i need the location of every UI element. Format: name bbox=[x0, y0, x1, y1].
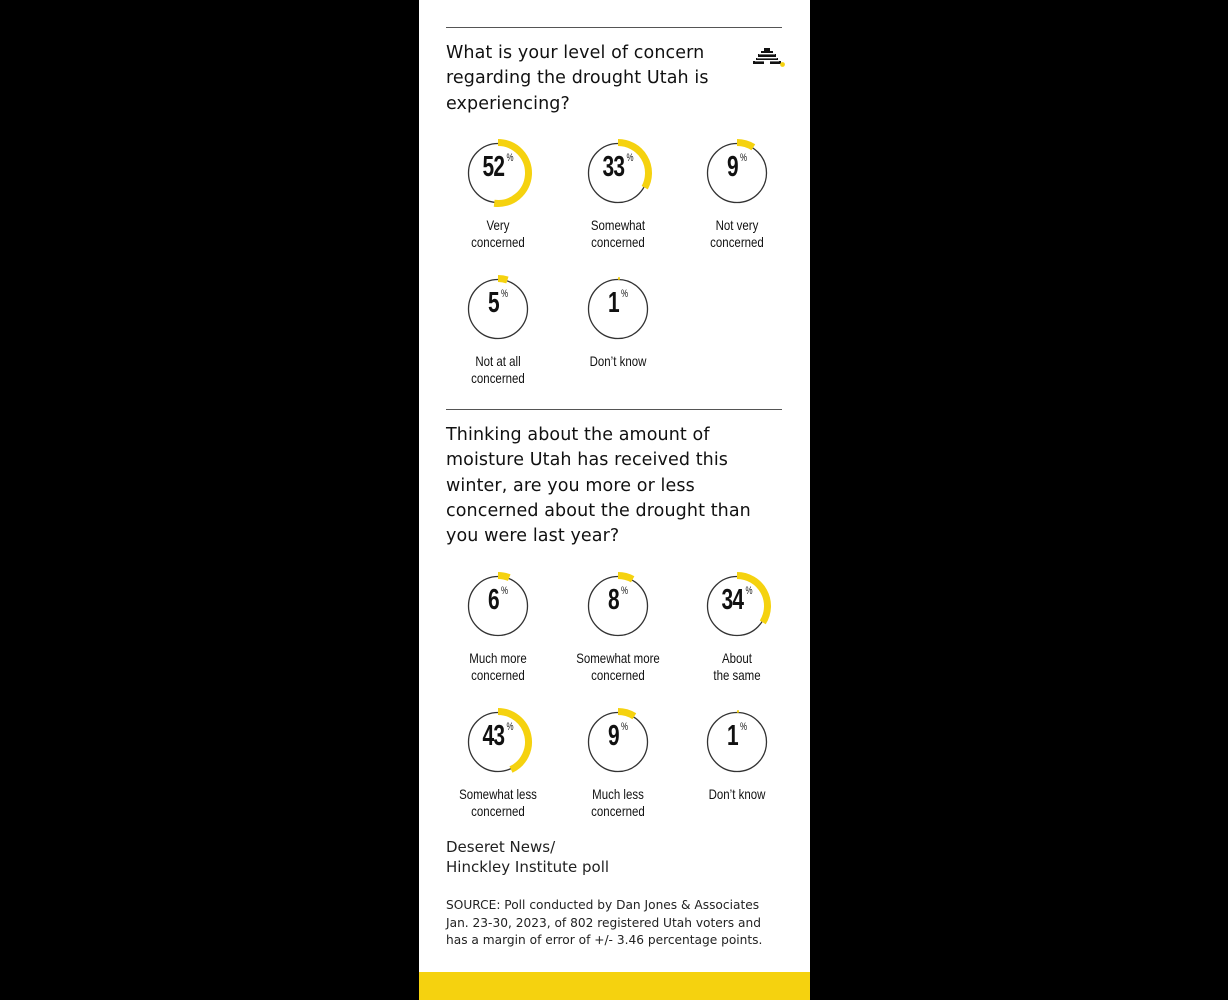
poll-item bbox=[443, 704, 553, 824]
poll-item bbox=[443, 135, 553, 255]
percent-arc bbox=[737, 143, 753, 148]
category-label: Much less concerned bbox=[591, 786, 645, 819]
category-label: Somewhat less concerned bbox=[459, 786, 537, 819]
percent-value bbox=[458, 287, 537, 320]
infographic-panel bbox=[419, 0, 810, 1000]
percent-number: 1 bbox=[726, 720, 738, 752]
poll-item bbox=[682, 704, 792, 824]
top-divider bbox=[446, 27, 782, 28]
percent-number: 9 bbox=[607, 720, 619, 752]
poll-item bbox=[563, 135, 673, 255]
percent-sign: % bbox=[745, 585, 753, 597]
percent-number: 9 bbox=[726, 151, 738, 183]
percent-number: 34 bbox=[721, 584, 744, 616]
percent-sign: % bbox=[621, 585, 629, 597]
poll-credit: Deseret News/ Hinckley Institute poll bbox=[446, 838, 610, 876]
poll-item bbox=[443, 271, 553, 391]
percent-sign: % bbox=[621, 288, 629, 300]
percent-sign: % bbox=[740, 152, 748, 164]
percent-arc bbox=[618, 576, 633, 580]
percent-arc bbox=[618, 712, 634, 717]
percent-value bbox=[697, 151, 776, 184]
category-label: Don’t know bbox=[589, 353, 647, 369]
category-label: Somewhat more concerned bbox=[576, 650, 660, 683]
percent-sign: % bbox=[501, 585, 509, 597]
poll-item bbox=[443, 568, 553, 688]
percent-value bbox=[697, 584, 776, 617]
percent-arc bbox=[498, 279, 507, 280]
category-label: About the same bbox=[713, 650, 761, 683]
percent-number: 5 bbox=[487, 287, 499, 319]
source-note: SOURCE: Poll conducted by Dan Jones & Associates Jan. 23-30, 2023, of 802 registered Utah voters and has a margin of error of +/- 3.46 percentage points. bbox=[446, 898, 763, 948]
percent-number: 8 bbox=[607, 584, 619, 616]
category-label: Don’t know bbox=[708, 786, 766, 802]
poll-item bbox=[563, 568, 673, 688]
poll-item bbox=[563, 704, 673, 824]
poll-item bbox=[682, 568, 792, 688]
percent-number: 52 bbox=[482, 151, 505, 183]
category-label: Somewhat concerned bbox=[590, 217, 646, 250]
percent-sign: % bbox=[621, 721, 629, 733]
percent-number: 33 bbox=[602, 151, 625, 183]
category-label: Very concerned bbox=[471, 217, 525, 250]
question-2: Thinking about the amount of moisture Utah has received this winter, are you more or less concerned about the drought than you were last year? bbox=[446, 425, 751, 547]
percent-number: 1 bbox=[607, 287, 619, 319]
poll-item bbox=[682, 135, 792, 255]
percent-value bbox=[458, 584, 537, 617]
percent-value bbox=[697, 720, 776, 753]
percent-sign: % bbox=[506, 721, 514, 733]
percent-value bbox=[458, 151, 537, 184]
category-label: Not at all concerned bbox=[471, 353, 525, 386]
percent-sign: % bbox=[740, 721, 748, 733]
percent-sign: % bbox=[501, 288, 509, 300]
category-label: Much more concerned bbox=[469, 650, 527, 683]
footer-accent-bar bbox=[419, 972, 810, 1000]
percent-value bbox=[578, 151, 657, 184]
middle-divider bbox=[446, 409, 782, 410]
percent-number: 43 bbox=[482, 720, 505, 752]
percent-value bbox=[578, 720, 657, 753]
percent-arc bbox=[498, 576, 509, 578]
percent-number: 6 bbox=[487, 584, 499, 616]
question-1: What is your level of concern regarding the drought Utah is experiencing? bbox=[446, 43, 709, 114]
beehive-icon bbox=[749, 42, 785, 72]
poll-item bbox=[563, 271, 673, 391]
percent-value bbox=[458, 720, 537, 753]
percent-value bbox=[578, 287, 657, 320]
category-label: Not very concerned bbox=[710, 217, 764, 250]
percent-sign: % bbox=[626, 152, 634, 164]
percent-value bbox=[578, 584, 657, 617]
percent-sign: % bbox=[506, 152, 514, 164]
